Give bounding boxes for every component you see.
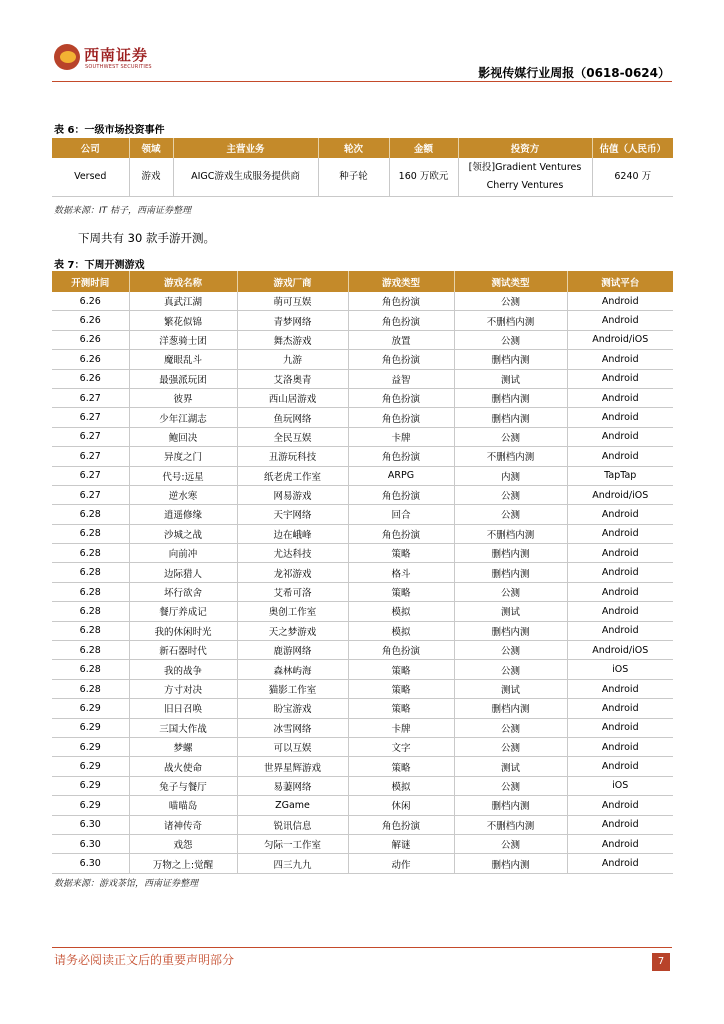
date-cell: 6.28 [52, 621, 129, 640]
table-row [52, 582, 673, 601]
publisher-cell: 舞杰游戏 [237, 330, 348, 349]
test-type-cell: 公测 [454, 485, 567, 504]
upcoming-games-table [52, 271, 673, 874]
column-header: 公司 [52, 138, 129, 158]
publisher-cell: 四三九九 [237, 854, 348, 873]
date-cell: 6.28 [52, 544, 129, 563]
game-name-cell: 最强派玩团 [129, 369, 237, 388]
table-row [52, 641, 673, 660]
game-name-cell: 沙城之战 [129, 524, 237, 543]
genre-cell: 模拟 [348, 621, 454, 640]
platform-cell: TapTap [567, 466, 673, 485]
game-name-cell: 逆水寒 [129, 485, 237, 504]
column-header: 轮次 [318, 138, 389, 158]
publisher-cell: 萌可互娱 [237, 292, 348, 311]
table-row [52, 854, 673, 873]
game-name-cell: 彼界 [129, 388, 237, 407]
genre-cell: 卡牌 [348, 718, 454, 737]
footer-divider [52, 947, 672, 948]
platform-cell: Android [567, 388, 673, 407]
platform-cell: Android/iOS [567, 641, 673, 660]
test-type-cell: 不删档内测 [454, 524, 567, 543]
platform-cell: Android [567, 544, 673, 563]
date-cell: 6.28 [52, 505, 129, 524]
publisher-cell: 森林屿海 [237, 660, 348, 679]
date-cell: 6.29 [52, 776, 129, 795]
table7-source: 数据来源：游戏茶馆，西南证券整理 [54, 879, 199, 889]
genre-cell: 文字 [348, 737, 454, 756]
publisher-cell: 鱼玩网络 [237, 408, 348, 427]
test-type-cell: 删档内测 [454, 621, 567, 640]
business-cell: AIGC游戏生成服务提供商 [173, 158, 318, 197]
company-cell: Versed [52, 158, 129, 197]
logo-chinese-name: 西南证券 [84, 46, 149, 64]
test-type-cell: 不删档内测 [454, 447, 567, 466]
publisher-cell: 艾洛奥青 [237, 369, 348, 388]
genre-cell: 休闲 [348, 796, 454, 815]
game-name-cell: 餐厅养成记 [129, 602, 237, 621]
platform-cell: Android [567, 447, 673, 466]
table-row [52, 699, 673, 718]
platform-cell: Android [567, 621, 673, 640]
genre-cell: 角色扮演 [348, 292, 454, 311]
date-cell: 6.28 [52, 524, 129, 543]
date-cell: 6.29 [52, 737, 129, 756]
platform-cell: Android [567, 582, 673, 601]
game-name-cell: 异度之门 [129, 447, 237, 466]
publisher-cell: 纸老虎工作室 [237, 466, 348, 485]
column-header: 估值（人民币） [592, 138, 673, 158]
date-cell: 6.30 [52, 815, 129, 834]
game-name-cell: 少年江湖志 [129, 408, 237, 427]
game-name-cell: 旧日召唤 [129, 699, 237, 718]
test-type-cell: 公测 [454, 427, 567, 446]
date-cell: 6.29 [52, 796, 129, 815]
genre-cell: 解谜 [348, 834, 454, 853]
game-name-cell: 万物之上:觉醒 [129, 854, 237, 873]
date-cell: 6.26 [52, 350, 129, 369]
disclaimer-note: 请务必阅读正文后的重要声明部分 [54, 953, 235, 967]
column-header: 测试类型 [454, 271, 567, 292]
date-cell: 6.26 [52, 330, 129, 349]
logo-english-name: SOUTHWEST SECURITIES [85, 64, 152, 70]
game-name-cell: 新石器时代 [129, 641, 237, 660]
game-name-cell: 坏行欲舍 [129, 582, 237, 601]
genre-cell: 策略 [348, 679, 454, 698]
publisher-cell: 盼宝游戏 [237, 699, 348, 718]
table-row [52, 427, 673, 446]
test-type-cell: 测试 [454, 602, 567, 621]
date-cell: 6.30 [52, 854, 129, 873]
platform-cell: Android [567, 427, 673, 446]
date-cell: 6.27 [52, 408, 129, 427]
publisher-cell: 青梦网络 [237, 311, 348, 330]
table-row [52, 737, 673, 756]
game-name-cell: 战火使命 [129, 757, 237, 776]
platform-cell: Android/iOS [567, 485, 673, 504]
investor-cell [458, 158, 592, 197]
platform-cell: iOS [567, 776, 673, 795]
test-type-cell: 公测 [454, 718, 567, 737]
table-row [52, 158, 673, 197]
genre-cell: 策略 [348, 757, 454, 776]
body-paragraph: 下周共有 30 款手游开测。 [78, 231, 215, 245]
co-investor: Cherry Ventures [486, 180, 564, 191]
table6-caption: 表 6：一级市场投资事件 [54, 125, 165, 136]
table-row [52, 447, 673, 466]
round-cell: 种子轮 [318, 158, 389, 197]
platform-cell: Android [567, 718, 673, 737]
game-name-cell: 真武江湖 [129, 292, 237, 311]
platform-cell: Android [567, 796, 673, 815]
genre-cell: 动作 [348, 854, 454, 873]
field-cell: 游戏 [129, 158, 173, 197]
column-header: 开测时间 [52, 271, 129, 292]
table-row [52, 485, 673, 504]
test-type-cell: 公测 [454, 582, 567, 601]
amount-cell: 160 万欧元 [389, 158, 458, 197]
publisher-cell: 匀际一工作室 [237, 834, 348, 853]
platform-cell: Android [567, 524, 673, 543]
page-number: 7 [652, 953, 670, 971]
table-header-row [52, 271, 673, 292]
game-name-cell: 我的休闲时光 [129, 621, 237, 640]
test-type-cell: 删档内测 [454, 388, 567, 407]
genre-cell: 角色扮演 [348, 311, 454, 330]
genre-cell: 策略 [348, 544, 454, 563]
platform-cell: Android [567, 292, 673, 311]
game-name-cell: 三国大作战 [129, 718, 237, 737]
platform-cell: Android [567, 854, 673, 873]
genre-cell: 角色扮演 [348, 447, 454, 466]
publisher-cell: 西山居游戏 [237, 388, 348, 407]
table6-source: 数据来源：IT 桔子，西南证券整理 [54, 206, 192, 216]
table-row [52, 330, 673, 349]
date-cell: 6.26 [52, 292, 129, 311]
table-row [52, 388, 673, 407]
publisher-cell: 猫影工作室 [237, 679, 348, 698]
table-row [52, 505, 673, 524]
column-header: 游戏名称 [129, 271, 237, 292]
test-type-cell: 删档内测 [454, 854, 567, 873]
publisher-cell: 尤达科技 [237, 544, 348, 563]
genre-cell: 策略 [348, 660, 454, 679]
platform-cell: Android [567, 834, 673, 853]
platform-cell: Android [567, 699, 673, 718]
test-type-cell: 公测 [454, 776, 567, 795]
publisher-cell: 易萋网络 [237, 776, 348, 795]
genre-cell: 卡牌 [348, 427, 454, 446]
game-name-cell: 洋葱骑士团 [129, 330, 237, 349]
game-name-cell: 繁花似锦 [129, 311, 237, 330]
publisher-cell: 可以互娱 [237, 737, 348, 756]
date-cell: 6.28 [52, 582, 129, 601]
game-name-cell: 兔子与餐厅 [129, 776, 237, 795]
game-name-cell: 方寸对决 [129, 679, 237, 698]
test-type-cell: 删档内测 [454, 350, 567, 369]
table-row [52, 602, 673, 621]
date-cell: 6.28 [52, 563, 129, 582]
platform-cell: Android [567, 563, 673, 582]
test-type-cell: 公测 [454, 292, 567, 311]
column-header: 游戏类型 [348, 271, 454, 292]
lead-investor: [领投]Gradient Ventures [468, 162, 582, 173]
table-row [52, 524, 673, 543]
column-header: 投资方 [458, 138, 592, 158]
publisher-cell: ZGame [237, 796, 348, 815]
genre-cell: 角色扮演 [348, 524, 454, 543]
column-header: 主营业务 [173, 138, 318, 158]
date-cell: 6.28 [52, 602, 129, 621]
platform-cell: Android [567, 679, 673, 698]
platform-cell: Android [567, 311, 673, 330]
genre-cell: 放置 [348, 330, 454, 349]
date-cell: 6.26 [52, 311, 129, 330]
test-type-cell: 公测 [454, 737, 567, 756]
table-row [52, 369, 673, 388]
table-row [52, 563, 673, 582]
genre-cell: ARPG [348, 466, 454, 485]
publisher-cell: 九游 [237, 350, 348, 369]
platform-cell: iOS [567, 660, 673, 679]
genre-cell: 角色扮演 [348, 388, 454, 407]
date-cell: 6.27 [52, 485, 129, 504]
table-row [52, 776, 673, 795]
game-name-cell: 诸神传奇 [129, 815, 237, 834]
publisher-cell: 艾希可洛 [237, 582, 348, 601]
column-header: 领域 [129, 138, 173, 158]
game-name-cell: 戏怨 [129, 834, 237, 853]
genre-cell: 角色扮演 [348, 350, 454, 369]
date-cell: 6.29 [52, 718, 129, 737]
date-cell: 6.27 [52, 427, 129, 446]
game-name-cell: 鲍回决 [129, 427, 237, 446]
table-header-row [52, 138, 673, 158]
test-type-cell: 公测 [454, 505, 567, 524]
table-row [52, 815, 673, 834]
test-type-cell: 删档内测 [454, 563, 567, 582]
platform-cell: Android [567, 757, 673, 776]
genre-cell: 角色扮演 [348, 641, 454, 660]
platform-cell: Android [567, 408, 673, 427]
table-row [52, 408, 673, 427]
game-name-cell: 喵喵岛 [129, 796, 237, 815]
genre-cell: 回合 [348, 505, 454, 524]
date-cell: 6.27 [52, 388, 129, 407]
test-type-cell: 删档内测 [454, 544, 567, 563]
test-type-cell: 测试 [454, 679, 567, 698]
test-type-cell: 测试 [454, 757, 567, 776]
report-title: 影视传媒行业周报（0618-0624） [478, 66, 670, 80]
date-cell: 6.30 [52, 834, 129, 853]
publisher-cell: 世界星辉游戏 [237, 757, 348, 776]
table-row [52, 311, 673, 330]
date-cell: 6.27 [52, 466, 129, 485]
test-type-cell: 内测 [454, 466, 567, 485]
table-row [52, 679, 673, 698]
publisher-cell: 网易游戏 [237, 485, 348, 504]
publisher-cell: 锐讯信息 [237, 815, 348, 834]
genre-cell: 策略 [348, 699, 454, 718]
genre-cell: 益智 [348, 369, 454, 388]
date-cell: 6.28 [52, 660, 129, 679]
game-name-cell: 边际猎人 [129, 563, 237, 582]
date-cell: 6.26 [52, 369, 129, 388]
publisher-cell: 丑游玩科技 [237, 447, 348, 466]
date-cell: 6.28 [52, 679, 129, 698]
test-type-cell: 公测 [454, 660, 567, 679]
publisher-cell: 龙祁游戏 [237, 563, 348, 582]
date-cell: 6.27 [52, 447, 129, 466]
test-type-cell: 测试 [454, 369, 567, 388]
table-row [52, 757, 673, 776]
game-name-cell: 代号:远星 [129, 466, 237, 485]
publisher-cell: 奥创工作室 [237, 602, 348, 621]
game-name-cell: 逍遥修缘 [129, 505, 237, 524]
column-header: 测试平台 [567, 271, 673, 292]
test-type-cell: 删档内测 [454, 796, 567, 815]
investment-events-table [52, 138, 673, 197]
genre-cell: 模拟 [348, 602, 454, 621]
table-row [52, 466, 673, 485]
publisher-cell: 冰雪网络 [237, 718, 348, 737]
valuation-cell: 6240 万 [592, 158, 673, 197]
publisher-cell: 边在峨峰 [237, 524, 348, 543]
genre-cell: 角色扮演 [348, 815, 454, 834]
table-row [52, 660, 673, 679]
publisher-cell: 天之梦游戏 [237, 621, 348, 640]
test-type-cell: 删档内测 [454, 408, 567, 427]
platform-cell: Android [567, 815, 673, 834]
genre-cell: 模拟 [348, 776, 454, 795]
table-row [52, 350, 673, 369]
table-row [52, 544, 673, 563]
game-name-cell: 魔眼乱斗 [129, 350, 237, 369]
table-row [52, 834, 673, 853]
game-name-cell: 向前冲 [129, 544, 237, 563]
test-type-cell: 公测 [454, 330, 567, 349]
publisher-cell: 全民互娱 [237, 427, 348, 446]
company-logo [54, 44, 164, 74]
platform-cell: Android [567, 369, 673, 388]
game-name-cell: 梦螺 [129, 737, 237, 756]
table-row [52, 796, 673, 815]
genre-cell: 角色扮演 [348, 408, 454, 427]
header-divider [52, 81, 672, 82]
date-cell: 6.29 [52, 699, 129, 718]
date-cell: 6.29 [52, 757, 129, 776]
column-header: 金额 [389, 138, 458, 158]
game-name-cell: 我的战争 [129, 660, 237, 679]
date-cell: 6.28 [52, 641, 129, 660]
test-type-cell: 不删档内测 [454, 311, 567, 330]
platform-cell: Android [567, 350, 673, 369]
table7-caption: 表 7：下周开测游戏 [54, 260, 145, 271]
platform-cell: Android [567, 505, 673, 524]
platform-cell: Android/iOS [567, 330, 673, 349]
test-type-cell: 公测 [454, 834, 567, 853]
test-type-cell: 不删档内测 [454, 815, 567, 834]
logo-mark-icon [54, 44, 80, 70]
publisher-cell: 天宇网络 [237, 505, 348, 524]
table-row [52, 292, 673, 311]
genre-cell: 角色扮演 [348, 485, 454, 504]
publisher-cell: 鹿游网络 [237, 641, 348, 660]
test-type-cell: 删档内测 [454, 699, 567, 718]
genre-cell: 格斗 [348, 563, 454, 582]
table-row [52, 718, 673, 737]
column-header: 游戏厂商 [237, 271, 348, 292]
genre-cell: 策略 [348, 582, 454, 601]
platform-cell: Android [567, 737, 673, 756]
test-type-cell: 公测 [454, 641, 567, 660]
platform-cell: Android [567, 602, 673, 621]
table-row [52, 621, 673, 640]
